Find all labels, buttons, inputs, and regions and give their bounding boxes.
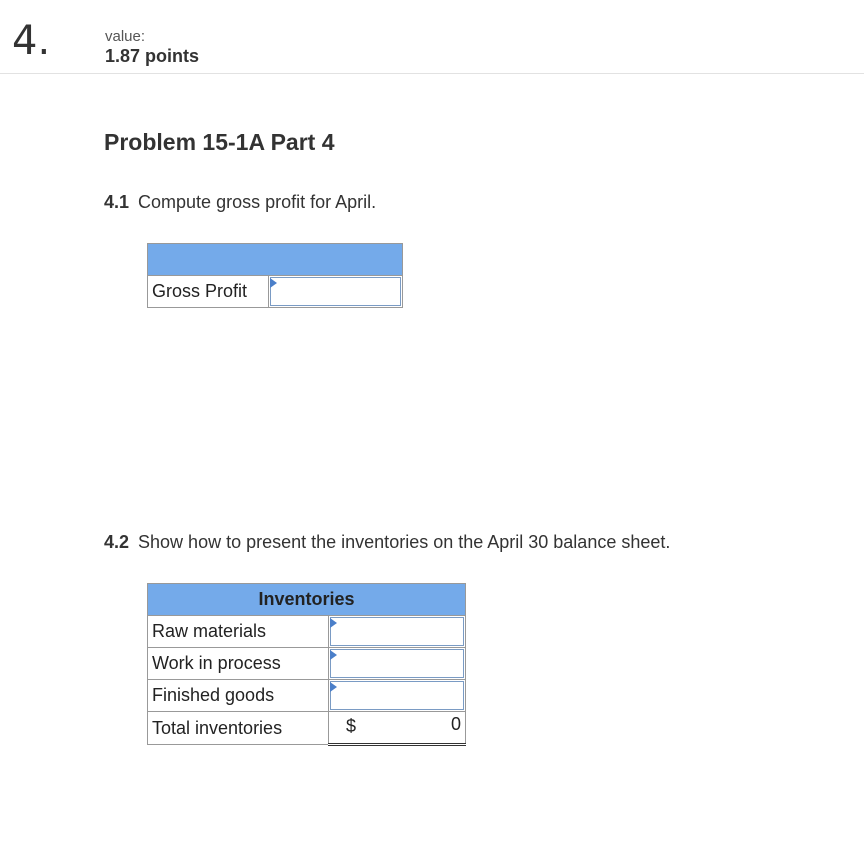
- total-inventories-value: 0: [450, 714, 461, 734]
- total-inventories-cell: [329, 712, 466, 745]
- question-header: [0, 0, 864, 74]
- finished-goods-input[interactable]: [330, 681, 464, 710]
- question-number: 4.: [12, 18, 51, 64]
- prompt-text: Show how to present the inventories on the April 30 balance sheet.: [138, 532, 671, 552]
- points-value: 1.87 points: [105, 46, 200, 66]
- work-in-process-cell: [329, 648, 466, 680]
- part-number: 4.2: [104, 532, 130, 552]
- part-4-1-prompt: [104, 192, 376, 213]
- raw-materials-label: Raw materials: [148, 616, 329, 648]
- currency-symbol: $: [346, 716, 357, 736]
- total-inventories-label: Total inventories: [148, 712, 329, 745]
- gross-profit-cell: [269, 276, 403, 308]
- table-header-bar: [148, 244, 403, 276]
- part-number: 4.1: [104, 192, 130, 212]
- problem-title: Problem 15-1A Part 4: [104, 129, 335, 155]
- inventories-header: Inventories: [148, 584, 466, 616]
- value-label: value:: [105, 28, 146, 45]
- raw-materials-cell: [329, 616, 466, 648]
- gross-profit-table: [147, 243, 403, 308]
- prompt-text: Compute gross profit for April.: [138, 192, 377, 212]
- dropdown-marker-icon: [270, 278, 277, 288]
- part-4-2-prompt: [104, 532, 670, 553]
- raw-materials-input[interactable]: [330, 617, 464, 646]
- inventories-table: [147, 583, 466, 746]
- finished-goods-label: Finished goods: [148, 680, 329, 712]
- work-in-process-label: Work in process: [148, 648, 329, 680]
- dropdown-marker-icon: [330, 650, 337, 660]
- work-in-process-input[interactable]: [330, 649, 464, 678]
- gross-profit-input[interactable]: [270, 277, 401, 306]
- finished-goods-cell: [329, 680, 466, 712]
- header-divider: [0, 73, 864, 74]
- dropdown-marker-icon: [330, 682, 337, 692]
- dropdown-marker-icon: [330, 618, 337, 628]
- gross-profit-label: Gross Profit: [148, 276, 269, 308]
